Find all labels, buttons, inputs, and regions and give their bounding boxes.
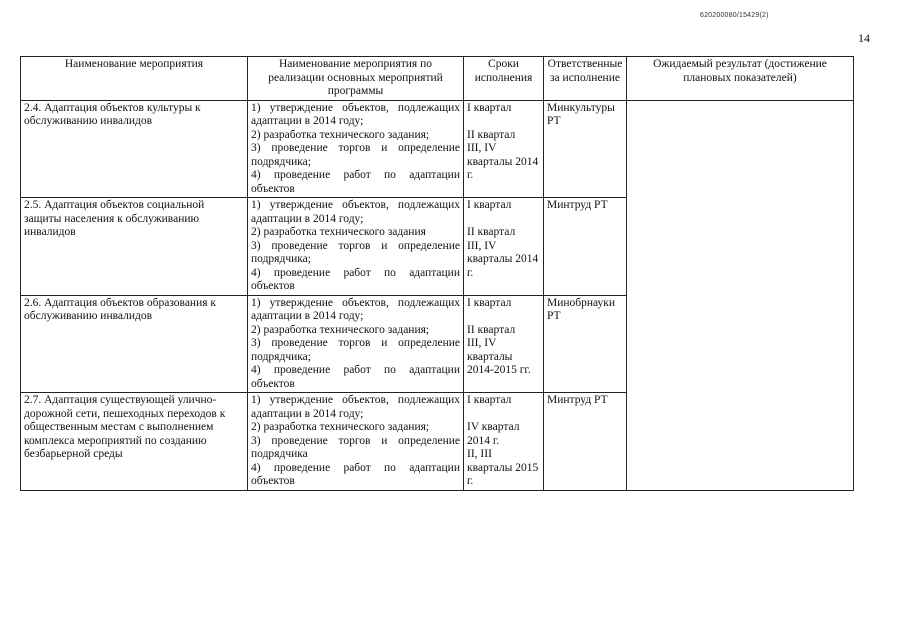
step-item: 4) проведение работ по адаптации объектов <box>251 364 460 390</box>
header-measure-name: Наименование мероприятия <box>21 57 248 101</box>
table-header-row <box>21 57 854 101</box>
measure-name-cell: 2.6. Адаптация объектов образования к обслуживанию инвалидов <box>21 295 248 393</box>
steps-cell <box>248 295 464 393</box>
measure-name-cell: 2.7. Адаптация существующей улично-дорожной сети, пешеходных переходов к общественным местам с выполнением комплекса мероприятий по созданию безбарьерной среды <box>21 393 248 491</box>
term-item: III, IV кварталы 2014 г. <box>467 239 539 279</box>
step-item: 3) проведение торгов и определение подрядчика; <box>251 239 460 265</box>
step-item: 2) разработка технического задания; <box>251 421 430 433</box>
term-item: IV квартал 2014 г. <box>467 421 520 447</box>
terms-cell <box>464 100 544 198</box>
term-item: I квартал <box>467 296 512 309</box>
step-item: 3) проведение торгов и определение подрядчика; <box>251 142 460 168</box>
step-item: 2) разработка технического задания; <box>251 323 430 336</box>
term-item: III, IV кварталы 2014-2015 гг. <box>467 337 531 376</box>
step-item: 1) утверждение объектов, подлежащих адаптации в 2014 году; <box>251 296 460 322</box>
term-item: I квартал <box>467 101 512 114</box>
step-item: 4) проведение работ по адаптации объектов <box>251 169 460 195</box>
expected-result-cell <box>627 100 854 490</box>
step-item: 3) проведение торгов и определение подрядчика <box>251 434 460 460</box>
step-item: 2) разработка технического задания; <box>251 128 430 141</box>
step-item: 3) проведение торгов и определение подрядчика; <box>251 337 460 363</box>
responsible-cell: Минкультуры РТ <box>544 100 627 198</box>
header-responsible: Ответственные за исполнение <box>544 57 627 101</box>
term-item: I квартал <box>467 394 512 406</box>
term-item: II квартал <box>467 323 516 336</box>
measure-name-cell: 2.4. Адаптация объектов культуры к обслуживанию инвалидов <box>21 100 248 198</box>
responsible-cell: Минтруд РТ <box>544 393 627 491</box>
table-row <box>21 100 854 198</box>
measure-name-cell: 2.5. Адаптация объектов социальной защиты населения к обслуживанию инвалидов <box>21 198 248 296</box>
responsible-cell: Минтруд РТ <box>544 198 627 296</box>
document-code: 620200080/15429(2) <box>700 12 769 19</box>
term-item: II, III кварталы 2015 г. <box>467 448 539 487</box>
term-item: I квартал <box>467 199 512 211</box>
steps-cell <box>248 100 464 198</box>
term-item: II квартал <box>467 128 516 141</box>
step-item: 4) проведение работ по адаптации объектов <box>251 461 460 487</box>
header-expected-result: Ожидаемый результат (достижение плановых показателей) <box>627 57 854 101</box>
step-item: 1) утверждение объектов, подлежащих адаптации в 2014 году; <box>251 101 460 127</box>
step-item: 2) разработка технического задания <box>251 226 426 238</box>
responsible-cell: Минобрнауки РТ <box>544 295 627 393</box>
header-terms: Сроки исполнения <box>464 57 544 101</box>
terms-cell <box>464 198 544 296</box>
term-item: II квартал <box>467 226 516 238</box>
page-number: 14 <box>858 31 870 45</box>
measures-table <box>20 56 854 491</box>
step-item: 1) утверждение объектов, подлежащих адаптации в 2014 году; <box>251 199 460 225</box>
step-item: 4) проведение работ по адаптации объектов <box>251 266 460 292</box>
terms-cell <box>464 295 544 393</box>
term-item: III, IV кварталы 2014 г. <box>467 142 539 181</box>
terms-cell <box>464 393 544 491</box>
step-item: 1) утверждение объектов, подлежащих адаптации в 2014 году; <box>251 394 460 420</box>
header-implementation-steps: Наименование мероприятия по реализации основных мероприятий программы <box>248 57 464 101</box>
steps-cell <box>248 393 464 491</box>
steps-cell <box>248 198 464 296</box>
